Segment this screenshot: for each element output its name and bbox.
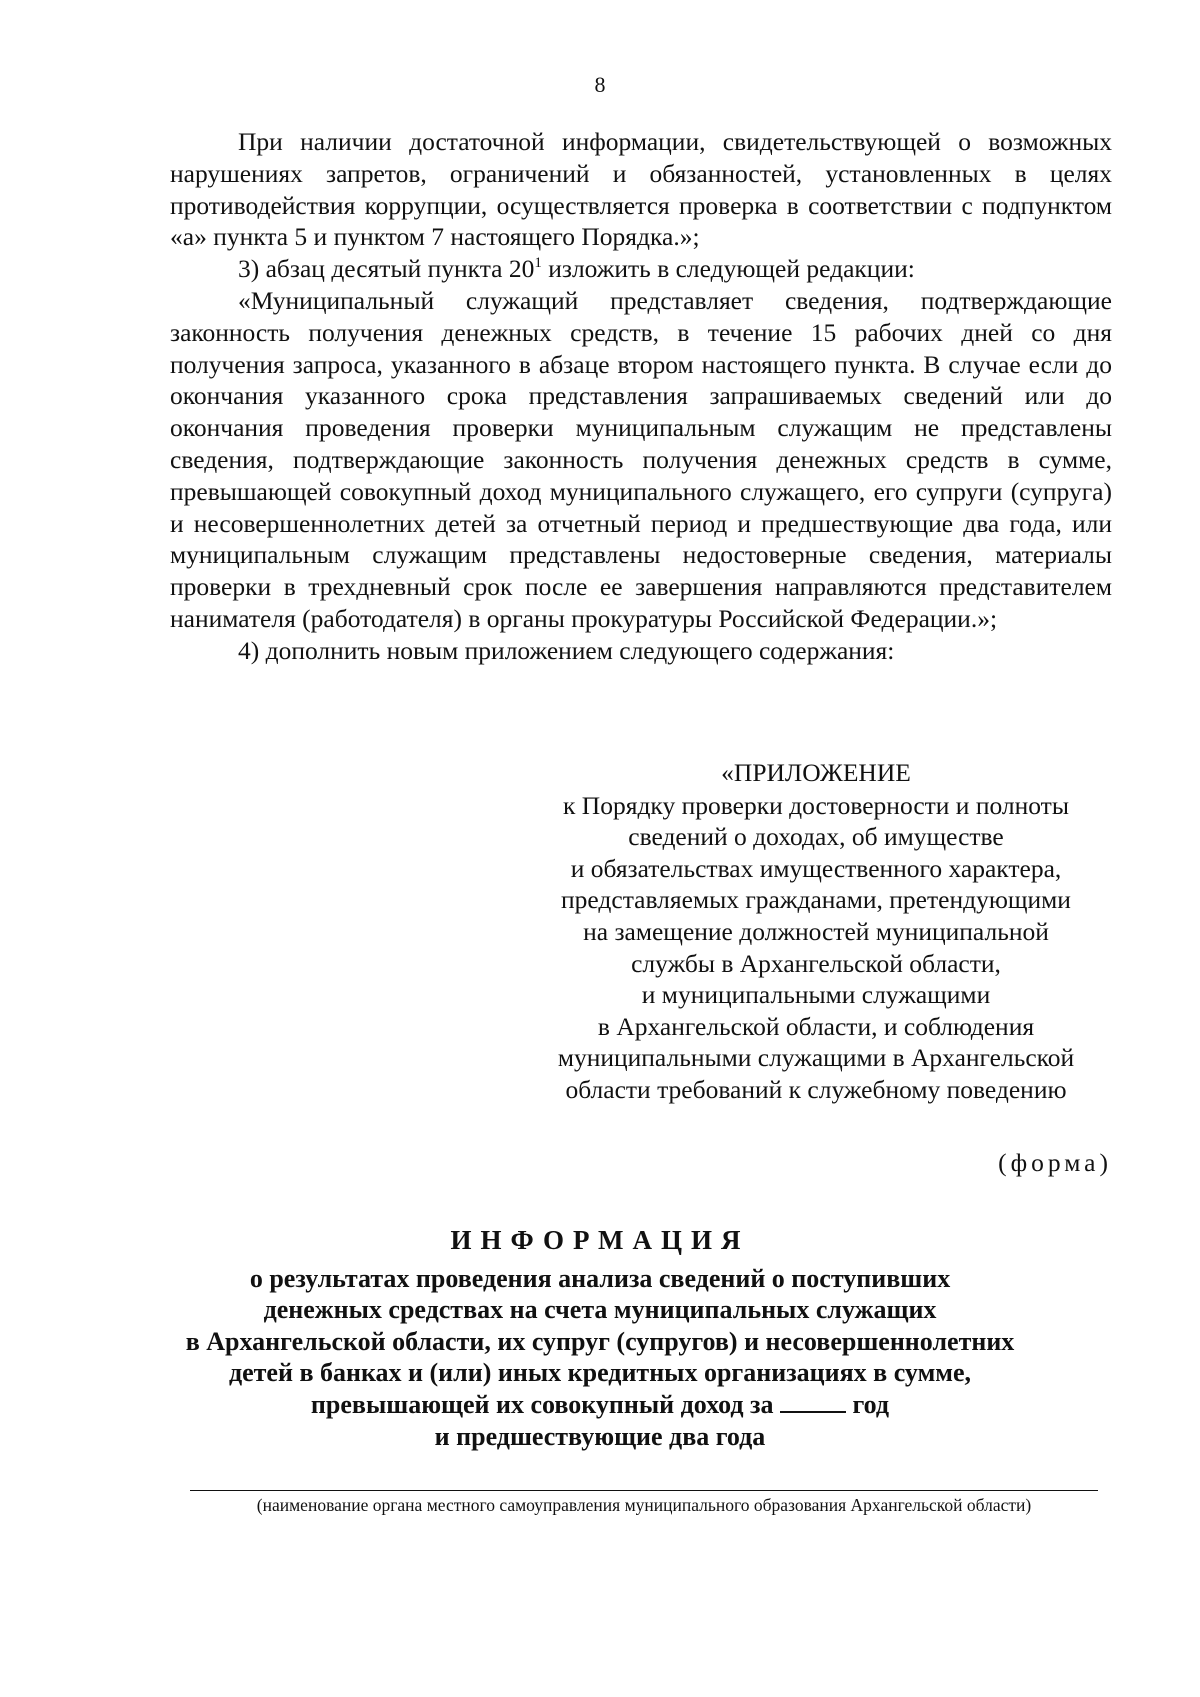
body-text	[170, 126, 1112, 667]
appendix-line: сведений о доходах, об имуществе	[628, 822, 1004, 852]
form-label: (форма)	[998, 1148, 1112, 1177]
organization-name-caption: (наименование органа местного самоуправления муниципального образования Архангельской области)	[256, 1495, 1032, 1515]
appendix-line: на замещение должностей муниципальной	[583, 916, 1049, 946]
appendix-line: в Архангельской области, и соблюдения	[597, 1011, 1035, 1041]
amendment-3-superscript: 1	[534, 255, 542, 272]
organization-name-line	[190, 1490, 1098, 1491]
information-line: в Архангельской области, их супруг (супругов) и несовершеннолетних	[185, 1326, 1015, 1356]
amendment-3-text-end: изложить в следующей редакции:	[541, 254, 915, 284]
appendix-header	[520, 757, 1112, 1106]
year-line-end: год	[852, 1389, 890, 1419]
paragraph-verification-note: При наличии достаточной информации, свидетельствующей о возможных нарушениях запретов, ограничений и обязанностей, установленных в целях противодействия коррупции, осуществляется проверка в соответствии с подпунктом «а» пункта 5 и пунктом 7 настоящего Порядка.»;	[170, 127, 1112, 252]
appendix-title: «ПРИЛОЖЕНИЕ	[721, 758, 911, 787]
appendix-line: службы в Архангельской области,	[631, 948, 1001, 978]
appendix-line: муниципальными служащими в Архангельской	[557, 1043, 1075, 1073]
information-heading	[130, 1225, 1070, 1452]
appendix-line: области требований к служебному поведению	[565, 1074, 1067, 1104]
appendix-line: и обязательствах имущественного характера,	[570, 853, 1062, 883]
appendix-line: к Порядку проверки достоверности и полноты	[563, 790, 1069, 820]
paragraph-amendment-4: 4) дополнить новым приложением следующего содержания:	[238, 635, 895, 665]
page-number: 8	[594, 72, 606, 97]
appendix-line: и муниципальными служащими	[641, 980, 991, 1010]
information-line: денежных средствах на счета муниципальных служащих	[263, 1295, 937, 1325]
year-blank-field	[780, 1389, 846, 1413]
appendix-line: представляемых гражданами, претендующими	[561, 885, 1071, 915]
information-line-year	[130, 1389, 1070, 1421]
year-line-start: превышающей их совокупный доход за	[310, 1389, 774, 1419]
paragraph-amendment-3	[170, 253, 1112, 285]
information-line: о результатах проведения анализа сведений о поступивших	[249, 1263, 951, 1293]
information-line: детей в банках и (или) иных кредитных организациях в сумме,	[228, 1358, 972, 1388]
information-title: ИНФОРМАЦИЯ	[450, 1225, 750, 1255]
information-line: и предшествующие два года	[434, 1421, 766, 1451]
amendment-3-text-start: 3) абзац десятый пункта 20	[238, 254, 535, 284]
paragraph-new-wording: «Муниципальный служащий представляет сведения, подтверждающие законность получения денежных средств, в течение 15 рабочих дней со дня получения запроса, указанного в абзаце втором настоящего пункта. В случае если до окончания указанного срока представления запрашиваемых сведений или до окончания проведения проверки муниципальным служащим не представлены сведения, подтверждающие законность получения денежных средств в сумме, превышающей совокупный доход муниципального служащего, его супруги (супруга) и несовершеннолетних детей за отчетный период и предшествующие два года, или муниципальным служащим представлены недостоверные сведения, материалы проверки в трехдневный срок после ее завершения направляются представителем нанимателя (работодателя) в органы прокуратуры Российской Федерации.»;	[170, 285, 1112, 633]
